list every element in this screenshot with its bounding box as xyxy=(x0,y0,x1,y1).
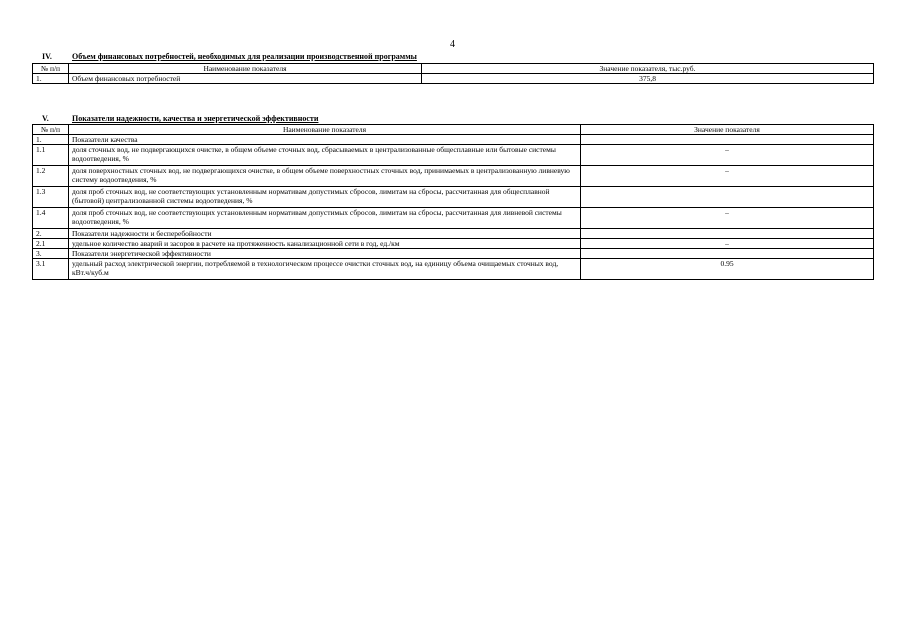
row-number: 1.4 xyxy=(33,208,69,229)
row-name: Показатели энергетической эффективности xyxy=(69,249,581,259)
row-value: – xyxy=(581,166,874,187)
row-name: удельный расход электрической энергии, потребляемой в технологическом процессе очистки сточных вод, на единицу объема очищаемых сточных вод, кВт.ч/куб.м xyxy=(69,259,581,280)
row-name: удельное количество аварий и засоров в расчете на протяженность канализационной сети в год, ед./км xyxy=(69,239,581,249)
table-row xyxy=(33,249,874,259)
row-number: 1.2 xyxy=(33,166,69,187)
row-name: доля сточных вод, не подвергающихся очистке, в общем объеме сточных вод, сбрасываемых в централизованные общесплавные или бытовые системы водоотведения, % xyxy=(69,145,581,166)
row-name: доля проб сточных вод, не соответствующих установленным нормативам допустимых сбросов, лимитам на сбросы, рассчитанная для ливневой системы водоотведения, % xyxy=(69,208,581,229)
section-v-number: V. xyxy=(42,114,49,123)
row-name: доля поверхностных сточных вод, не подвергающихся очистке, в общем объеме поверхностных сточных вод, принимаемых в централизованную ливневую систему водоотведения, % xyxy=(69,166,581,187)
row-value xyxy=(581,187,874,208)
row-number: 2.1 xyxy=(33,239,69,249)
financial-needs-table xyxy=(32,63,874,84)
row-number: 2. xyxy=(33,229,69,239)
section-iv-title: Объем финансовых потребностей, необходимых для реализации производственной программы xyxy=(72,52,417,61)
row-number: 1. xyxy=(33,74,69,84)
table-header-row xyxy=(33,64,874,74)
row-name: Показатели качества xyxy=(69,135,581,145)
row-value xyxy=(581,229,874,239)
row-value: – xyxy=(581,145,874,166)
column-header-name: Наименование показателя xyxy=(69,125,581,135)
row-value: – xyxy=(581,208,874,229)
row-number: 3.1 xyxy=(33,259,69,280)
table-row xyxy=(33,229,874,239)
row-number: 3. xyxy=(33,249,69,259)
column-header-name: Наименование показателя xyxy=(69,64,422,74)
row-value: 375,8 xyxy=(422,74,874,84)
column-header-number: № п/п xyxy=(33,64,69,74)
table-row xyxy=(33,187,874,208)
column-header-value: Значение показателя, тыс.руб. xyxy=(422,64,874,74)
table-row xyxy=(33,166,874,187)
indicators-table xyxy=(32,124,874,280)
table-row xyxy=(33,239,874,249)
page-number: 4 xyxy=(450,39,455,50)
row-number: 1.3 xyxy=(33,187,69,208)
column-header-number: № п/п xyxy=(33,125,69,135)
section-v-title: Показатели надежности, качества и энергетической эффективности xyxy=(72,114,319,123)
table-header-row xyxy=(33,125,874,135)
row-number: 1. xyxy=(33,135,69,145)
row-value xyxy=(581,135,874,145)
table-row xyxy=(33,135,874,145)
section-v-heading xyxy=(32,114,872,124)
table-row xyxy=(33,259,874,280)
row-value xyxy=(581,249,874,259)
row-name: Объем финансовых потребностей xyxy=(69,74,422,84)
section-iv-heading xyxy=(32,52,872,62)
section-iv-number: IV. xyxy=(42,52,52,61)
row-value: 0.95 xyxy=(581,259,874,280)
column-header-value: Значение показателя xyxy=(581,125,874,135)
table-row xyxy=(33,74,874,84)
row-name: Показатели надежности и бесперебойности xyxy=(69,229,581,239)
row-value: – xyxy=(581,239,874,249)
table-row xyxy=(33,145,874,166)
row-number: 1.1 xyxy=(33,145,69,166)
row-name: доля проб сточных вод, не соответствующих установленным нормативам допустимых сбросов, лимитам на сбросы, рассчитанная для общесплавной (бытовой) централизованной системы водоотведения, % xyxy=(69,187,581,208)
table-row xyxy=(33,208,874,229)
